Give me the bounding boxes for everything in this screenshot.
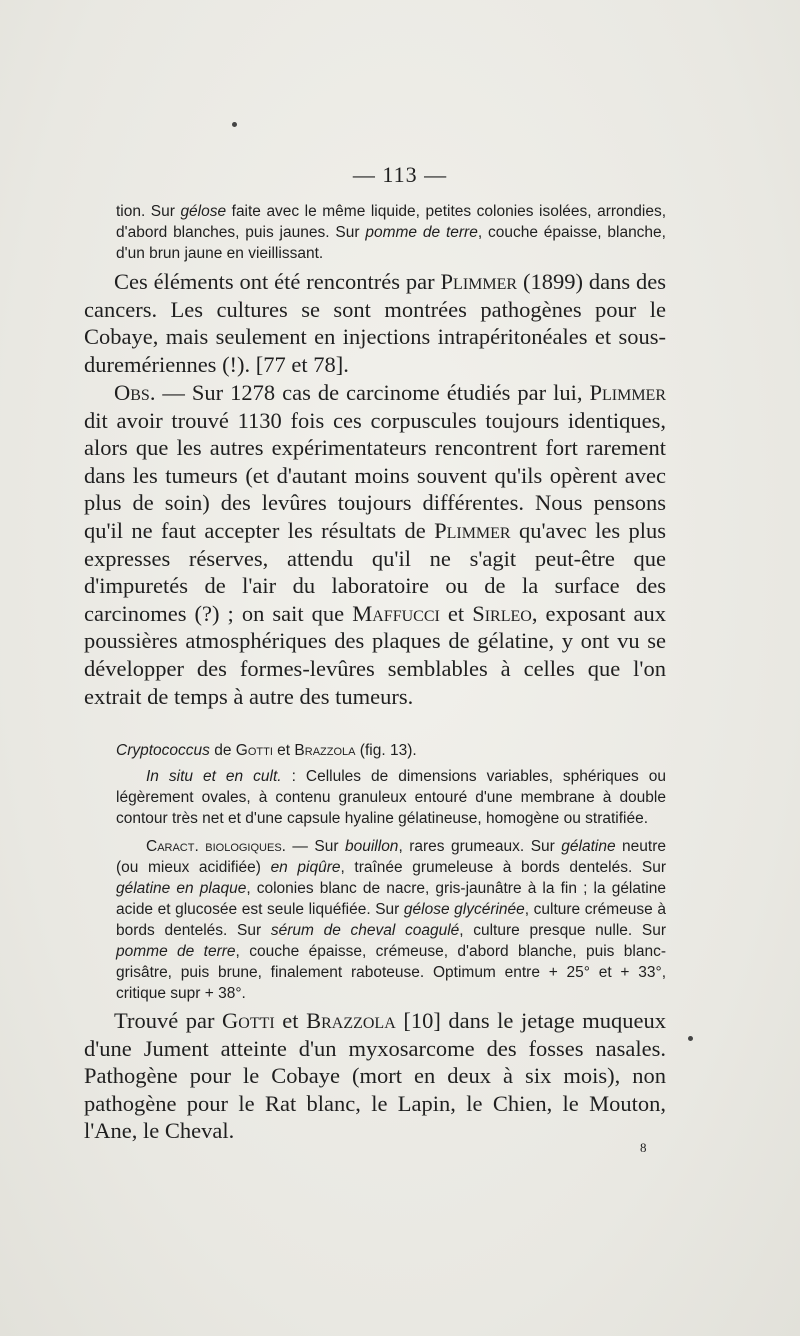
paragraph-gotti: Trouvé par Gotti et Brazzola [10] dans le jetage muqueux d'une Jument atteinte d'un myxosarcome des fosses nasales. Pathogène pour le Cobaye (mort en deux à six mois), non pathogène pour le Rat blanc, le Lapin, le Chien, le Mouton, l'Ane, le Cheval. <box>84 1008 666 1144</box>
paragraph-plimmer: Ces éléments ont été rencontrés par Plimmer (1899) dans des cancers. Les cultures se sont montrées pathogènes pour le Cobaye, mais seulement en injections intrapéritonéales et sous-duremériennes (!). [77 et 78]. <box>84 269 666 377</box>
signature-mark: 8 <box>640 1140 647 1155</box>
top-note: tion. Sur gélose faite avec le même liquide, petites colonies isolées, arrondies, d'abord blanches, puis jaunes. Sur pomme de terre, couche épaisse, blanche, d'un brun jaune en vieillissant. <box>116 203 666 262</box>
page-number: — 113 — <box>352 162 448 187</box>
species-heading: Cryptococcus de Gotti et Brazzola (fig. 13). <box>116 742 417 759</box>
obs-label: Obs. <box>114 380 156 405</box>
author-name: Plimmer <box>440 269 518 294</box>
speck-mark <box>688 1036 693 1041</box>
biological-characteristics: Caract. biologiques. — Sur bouillon, rares grumeaux. Sur gélatine neutre (ou mieux acidifiée) en piqûre, traînée grumeleuse à bords dentelés. Sur gélatine en plaque, colonies blanc de nacre, gris-jaunâtre à la fin ; la gélatine acide et glucosée est seule liquéfiée. Sur gélose glycérinée, culture crémeuse à bords dentelés. Sur sérum de cheval coagulé, culture presque nulle. Sur pomme de terre, couche épaisse, crémeuse, d'abord blanche, puis blanc-grisâtre, puis brune, finalement raboteuse. Optimum entre + 25° et + 33°, critique supr + 38°. <box>116 838 667 1002</box>
in-situ-description: In situ et en cult. : Cellules de dimensions variables, sphériques ou légèrement ovales, à contenu granuleux entouré d'une membrane à double contour très net et d'une capsule hyaline gélatineuse, homogène ou stratifiée. <box>116 768 666 827</box>
speck-mark <box>232 122 237 127</box>
paragraph-obs: Obs. — Sur 1278 cas de carcinome étudiés par lui, Plimmer dit avoir trouvé 1130 fois ces corpuscules toujours identiques, alors que les autres expérimentateurs rencontrent fort rarement dans les tumeurs (et d'autant moins souvent qu'ils opèrent avec plus de soin) des levûres toujours différentes. Nous pensons qu'il ne faut accepter les résultats de Plimmer qu'avec les plus expresses réserves, attendu qu'il ne s'agit peut-être que d'impuretés de l'air du laboratoire ou de la surface des carcinomes (?) ; on sait que Maffucci et Sirleo, exposant aux poussières atmosphériques des plaques de gélatine, y ont vu se développer des formes-levûres semblables à celles que l'on extrait de temps à autre des tumeurs. <box>84 380 667 709</box>
